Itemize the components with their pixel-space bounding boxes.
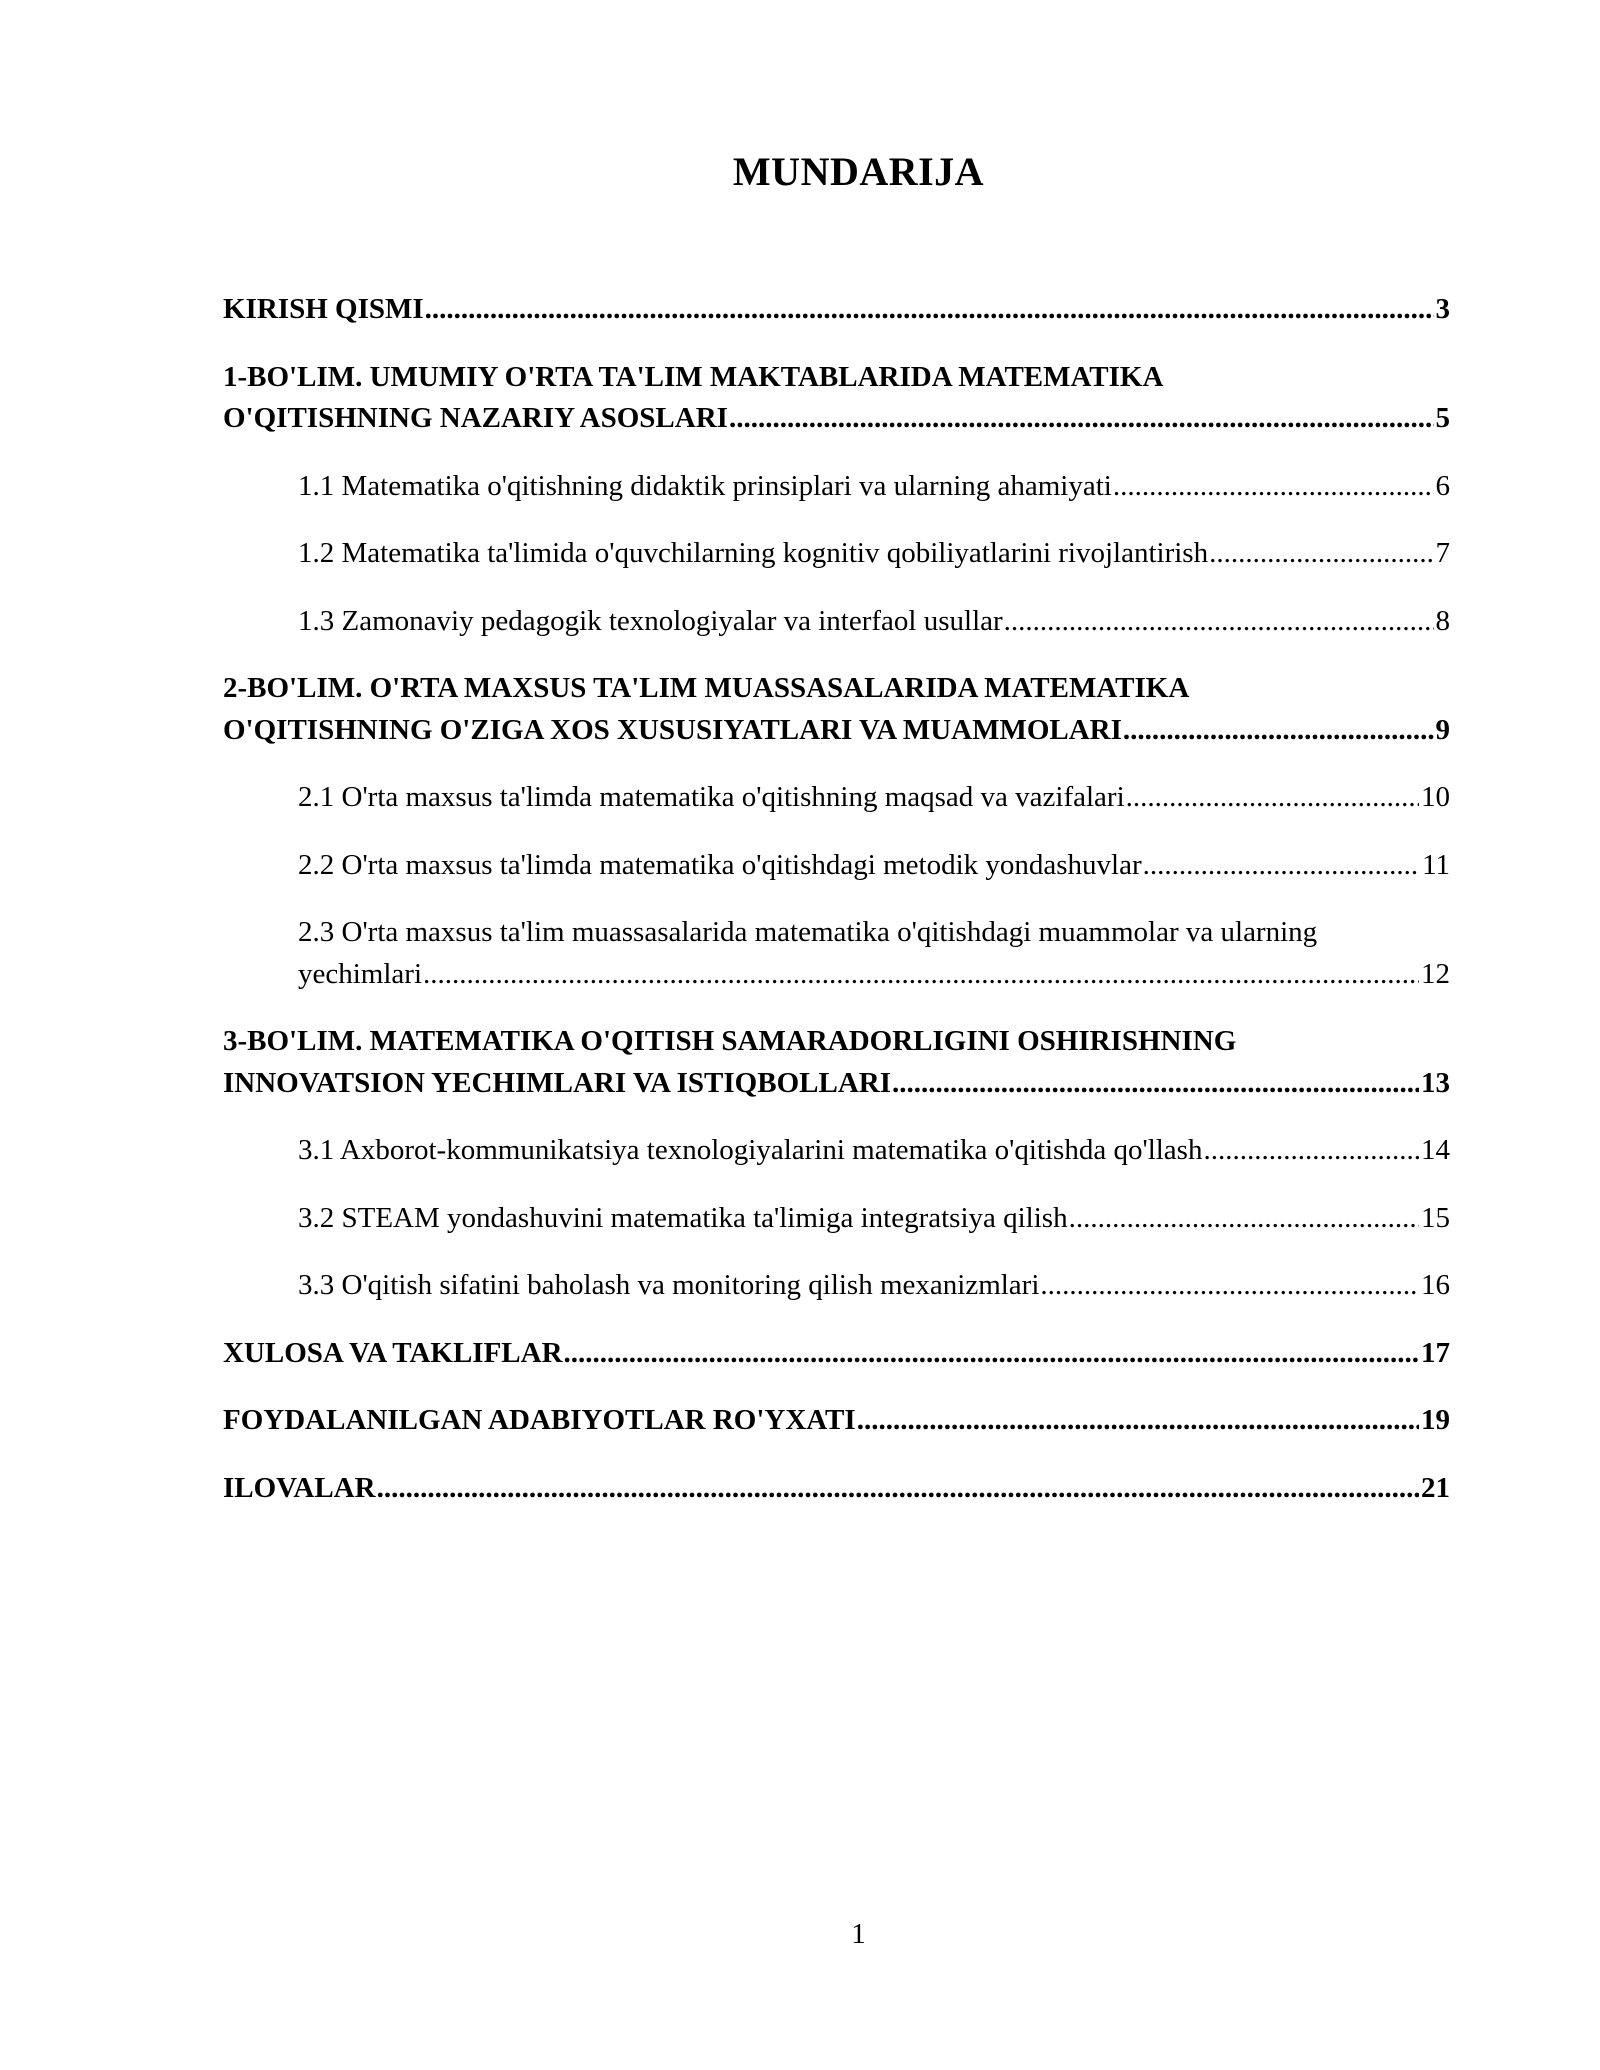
toc-entry[interactable] (223, 357, 1450, 440)
toc-entry[interactable] (223, 1265, 1450, 1307)
toc-page-number: 7 (1435, 537, 1450, 569)
toc-entry[interactable] (223, 601, 1450, 643)
dot-leader (423, 954, 1419, 996)
toc-entry-title: 2.2 O'rta maxsus ta'limda matematika o'qitishdagi metodik yondashuvlar (298, 848, 1142, 881)
dot-leader (857, 1400, 1419, 1442)
toc-entry-heading-line: 2.3 O'rta maxsus ta'lim muassasalarida matematika o'qitishdagi muammolar va ularning (298, 916, 1318, 948)
toc-line (298, 601, 1450, 643)
toc-line (223, 710, 1450, 752)
page-number: 1 (851, 1918, 866, 1950)
toc-entry[interactable] (223, 777, 1450, 819)
toc-page-number: 17 (1421, 1336, 1450, 1369)
toc-line (298, 1198, 1450, 1240)
toc-line (298, 1265, 1450, 1307)
toc-line (298, 1130, 1450, 1172)
toc-page-number: 6 (1435, 469, 1450, 502)
dot-leader (1004, 601, 1434, 643)
toc-entry-title: 2.1 O'rta maxsus ta'limda matematika o'qitishning maqsad va vazifalari (298, 781, 1125, 813)
toc-entry[interactable] (223, 1400, 1450, 1442)
dot-leader (377, 1468, 1419, 1510)
toc-page-number: 3 (1435, 293, 1450, 325)
toc-line (298, 845, 1450, 887)
toc-entry[interactable] (223, 1333, 1450, 1375)
toc-entry[interactable] (223, 1198, 1450, 1240)
toc-page-number: 9 (1435, 713, 1450, 746)
toc-entry-title: KIRISH QISMI (223, 293, 424, 325)
toc-entry-title: O'QITISHNING NAZARIY ASOSLARI (223, 402, 728, 434)
dot-leader (564, 1333, 1419, 1375)
toc-entry-title: 1.3 Zamonaviy pedagogik texnologiyalar va interfaol usullar (298, 604, 1003, 637)
dot-leader (1209, 533, 1433, 575)
toc-page-number: 5 (1435, 402, 1450, 434)
toc-page-number: 12 (1421, 957, 1450, 990)
toc-entry-title: yechimlari (298, 957, 423, 990)
toc-page-number: 21 (1421, 1471, 1450, 1504)
table-of-contents (223, 289, 1450, 1535)
dot-leader (1113, 466, 1434, 508)
toc-entry-heading-line: 1-BO'LIM. UMUMIY O'RTA TA'LIM MAKTABLARIDA MATEMATIKA (223, 360, 1164, 393)
toc-entry[interactable] (223, 1021, 1450, 1104)
toc-entry-title: 3.3 O'qitish sifatini baholash va monitoring qilish mexanizmlari (298, 1269, 1040, 1301)
toc-entry-title: 1.2 Matematika ta'limida o'quvchilarning kognitiv qobiliyatlarini rivojlantirish (298, 537, 1209, 569)
toc-page-number: 13 (1421, 1066, 1450, 1099)
toc-entry[interactable] (223, 466, 1450, 508)
page-title: MUNDARIJA (732, 149, 985, 194)
toc-entry[interactable] (223, 289, 1450, 331)
dot-leader (1069, 1198, 1419, 1240)
toc-entry-title: 3.2 STEAM yondashuvini matematika ta'limiga integratsiya qilish (298, 1201, 1068, 1234)
toc-entry-title: ILOVALAR (223, 1471, 376, 1504)
toc-line (298, 777, 1450, 819)
toc-entry[interactable] (223, 1468, 1450, 1510)
dot-leader (1123, 710, 1434, 752)
toc-entry-title: 1.1 Matematika o'qitishning didaktik prinsiplari va ularning ahamiyati (298, 469, 1112, 502)
toc-page-number: 10 (1421, 781, 1450, 813)
toc-page-number: 8 (1435, 604, 1450, 637)
toc-entry-title: XULOSA VA TAKLIFLAR (223, 1336, 563, 1369)
toc-line (223, 1063, 1450, 1105)
dot-leader (892, 1063, 1419, 1105)
toc-entry[interactable] (223, 845, 1450, 887)
toc-entry[interactable] (223, 533, 1450, 575)
dot-leader (425, 289, 1434, 331)
toc-page-number: 19 (1421, 1404, 1450, 1436)
dot-leader (729, 398, 1434, 440)
toc-entry-title: INNOVATSION YECHIMLARI VA ISTIQBOLLARI (223, 1066, 891, 1099)
toc-line (298, 533, 1450, 575)
toc-line (223, 289, 1450, 331)
toc-entry-title: O'QITISHNING O'ZIGA XOS XUSUSIYATLARI VA MUAMMOLARI (223, 713, 1122, 746)
toc-line (298, 466, 1450, 508)
toc-entry-heading-line: 2-BO'LIM. O'RTA MAXSUS TA'LIM MUASSASALARIDA MATEMATIKA (223, 672, 1190, 704)
toc-entry-title: 3.1 Axborot-kommunikatsiya texnologiyalarini matematika o'qitishda qo'llash (298, 1134, 1203, 1166)
toc-line (223, 398, 1450, 440)
toc-line (223, 1400, 1450, 1442)
toc-line (223, 1333, 1450, 1375)
toc-entry[interactable] (223, 1130, 1450, 1172)
toc-line (298, 954, 1450, 996)
toc-page-number: 16 (1421, 1269, 1450, 1301)
toc-page-number: 14 (1421, 1134, 1450, 1166)
toc-entry[interactable] (223, 668, 1450, 751)
dot-leader (1143, 845, 1420, 887)
toc-entry-heading-line: 3-BO'LIM. MATEMATIKA O'QITISH SAMARADORLIGINI OSHIRISHNING (223, 1025, 1237, 1057)
toc-line (223, 1468, 1450, 1510)
toc-page-number: 15 (1421, 1201, 1450, 1234)
toc-entry[interactable] (223, 912, 1450, 995)
toc-entry-title: FOYDALANILGAN ADABIYOTLAR RO'YXATI (223, 1404, 856, 1436)
toc-page-number: 11 (1422, 848, 1450, 881)
dot-leader (1203, 1130, 1419, 1172)
dot-leader (1126, 777, 1419, 819)
dot-leader (1040, 1265, 1419, 1307)
